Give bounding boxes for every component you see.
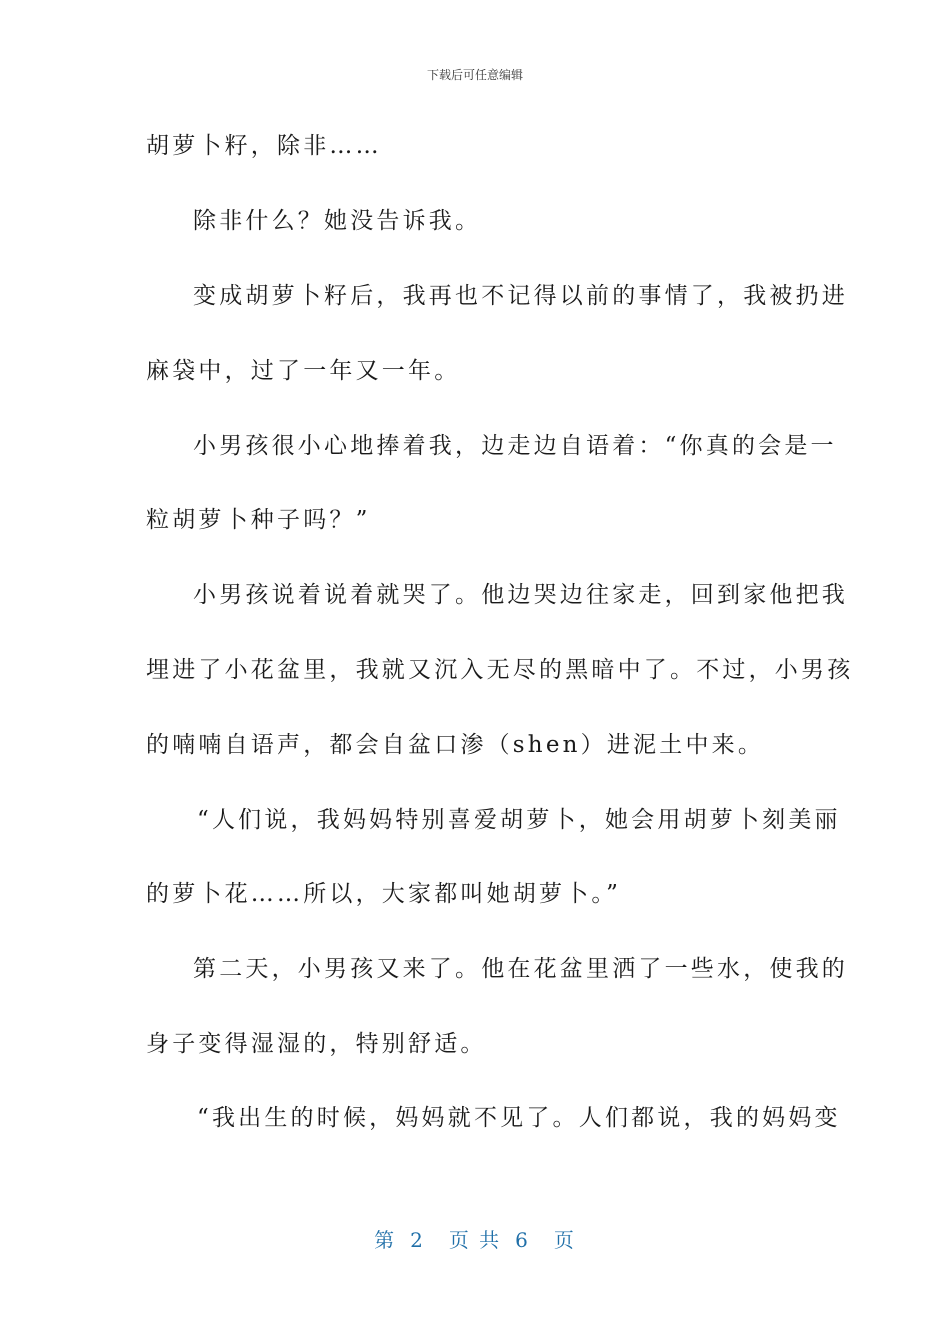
page-number-footer [0, 1224, 950, 1253]
current-page-number: 2 [410, 1228, 425, 1252]
text-line: 的喃喃自语声，都会自盆口渗（shen）进泥土中来。 [146, 732, 765, 758]
text-line: 的萝卜花……所以，大家都叫她胡萝卜。” [146, 881, 622, 907]
text-line: 小男孩很小心地捧着我，边走边自语着：“你真的会是一 [193, 433, 837, 459]
page-suffix: 页 [553, 1228, 576, 1252]
text-line: 粒胡萝卜种子吗？” [146, 507, 371, 533]
text-line: “人们说，我妈妈特别喜爱胡萝卜，她会用胡萝卜刻美丽 [197, 807, 841, 833]
text-line: 除非什么？她没告诉我。 [193, 208, 482, 234]
text-line: 麻袋中，过了一年又一年。 [146, 358, 461, 384]
text-line: 变成胡萝卜籽后，我再也不记得以前的事情了，我被扔进 [193, 283, 848, 309]
text-line: 第二天，小男孩又来了。他在花盆里洒了一些水，使我的 [193, 956, 848, 982]
page-header: 下载后可任意编辑 [426, 68, 523, 82]
text-line: 小男孩说着说着就哭了。他边哭边往家走，回到家他把我 [193, 582, 848, 608]
page-middle-text: 页 共 [448, 1228, 502, 1252]
page-prefix: 第 [374, 1228, 397, 1252]
text-line: 身子变得湿湿的，特别舒适。 [146, 1031, 487, 1057]
total-page-number: 6 [515, 1228, 530, 1252]
text-line: 埋进了小花盆里，我就又沉入无尽的黑暗中了。不过，小男孩 [146, 657, 854, 683]
text-line: 胡萝卜籽，除非…… [146, 133, 382, 159]
text-line: “我出生的时候，妈妈就不见了。人们都说，我的妈妈变 [197, 1105, 841, 1131]
